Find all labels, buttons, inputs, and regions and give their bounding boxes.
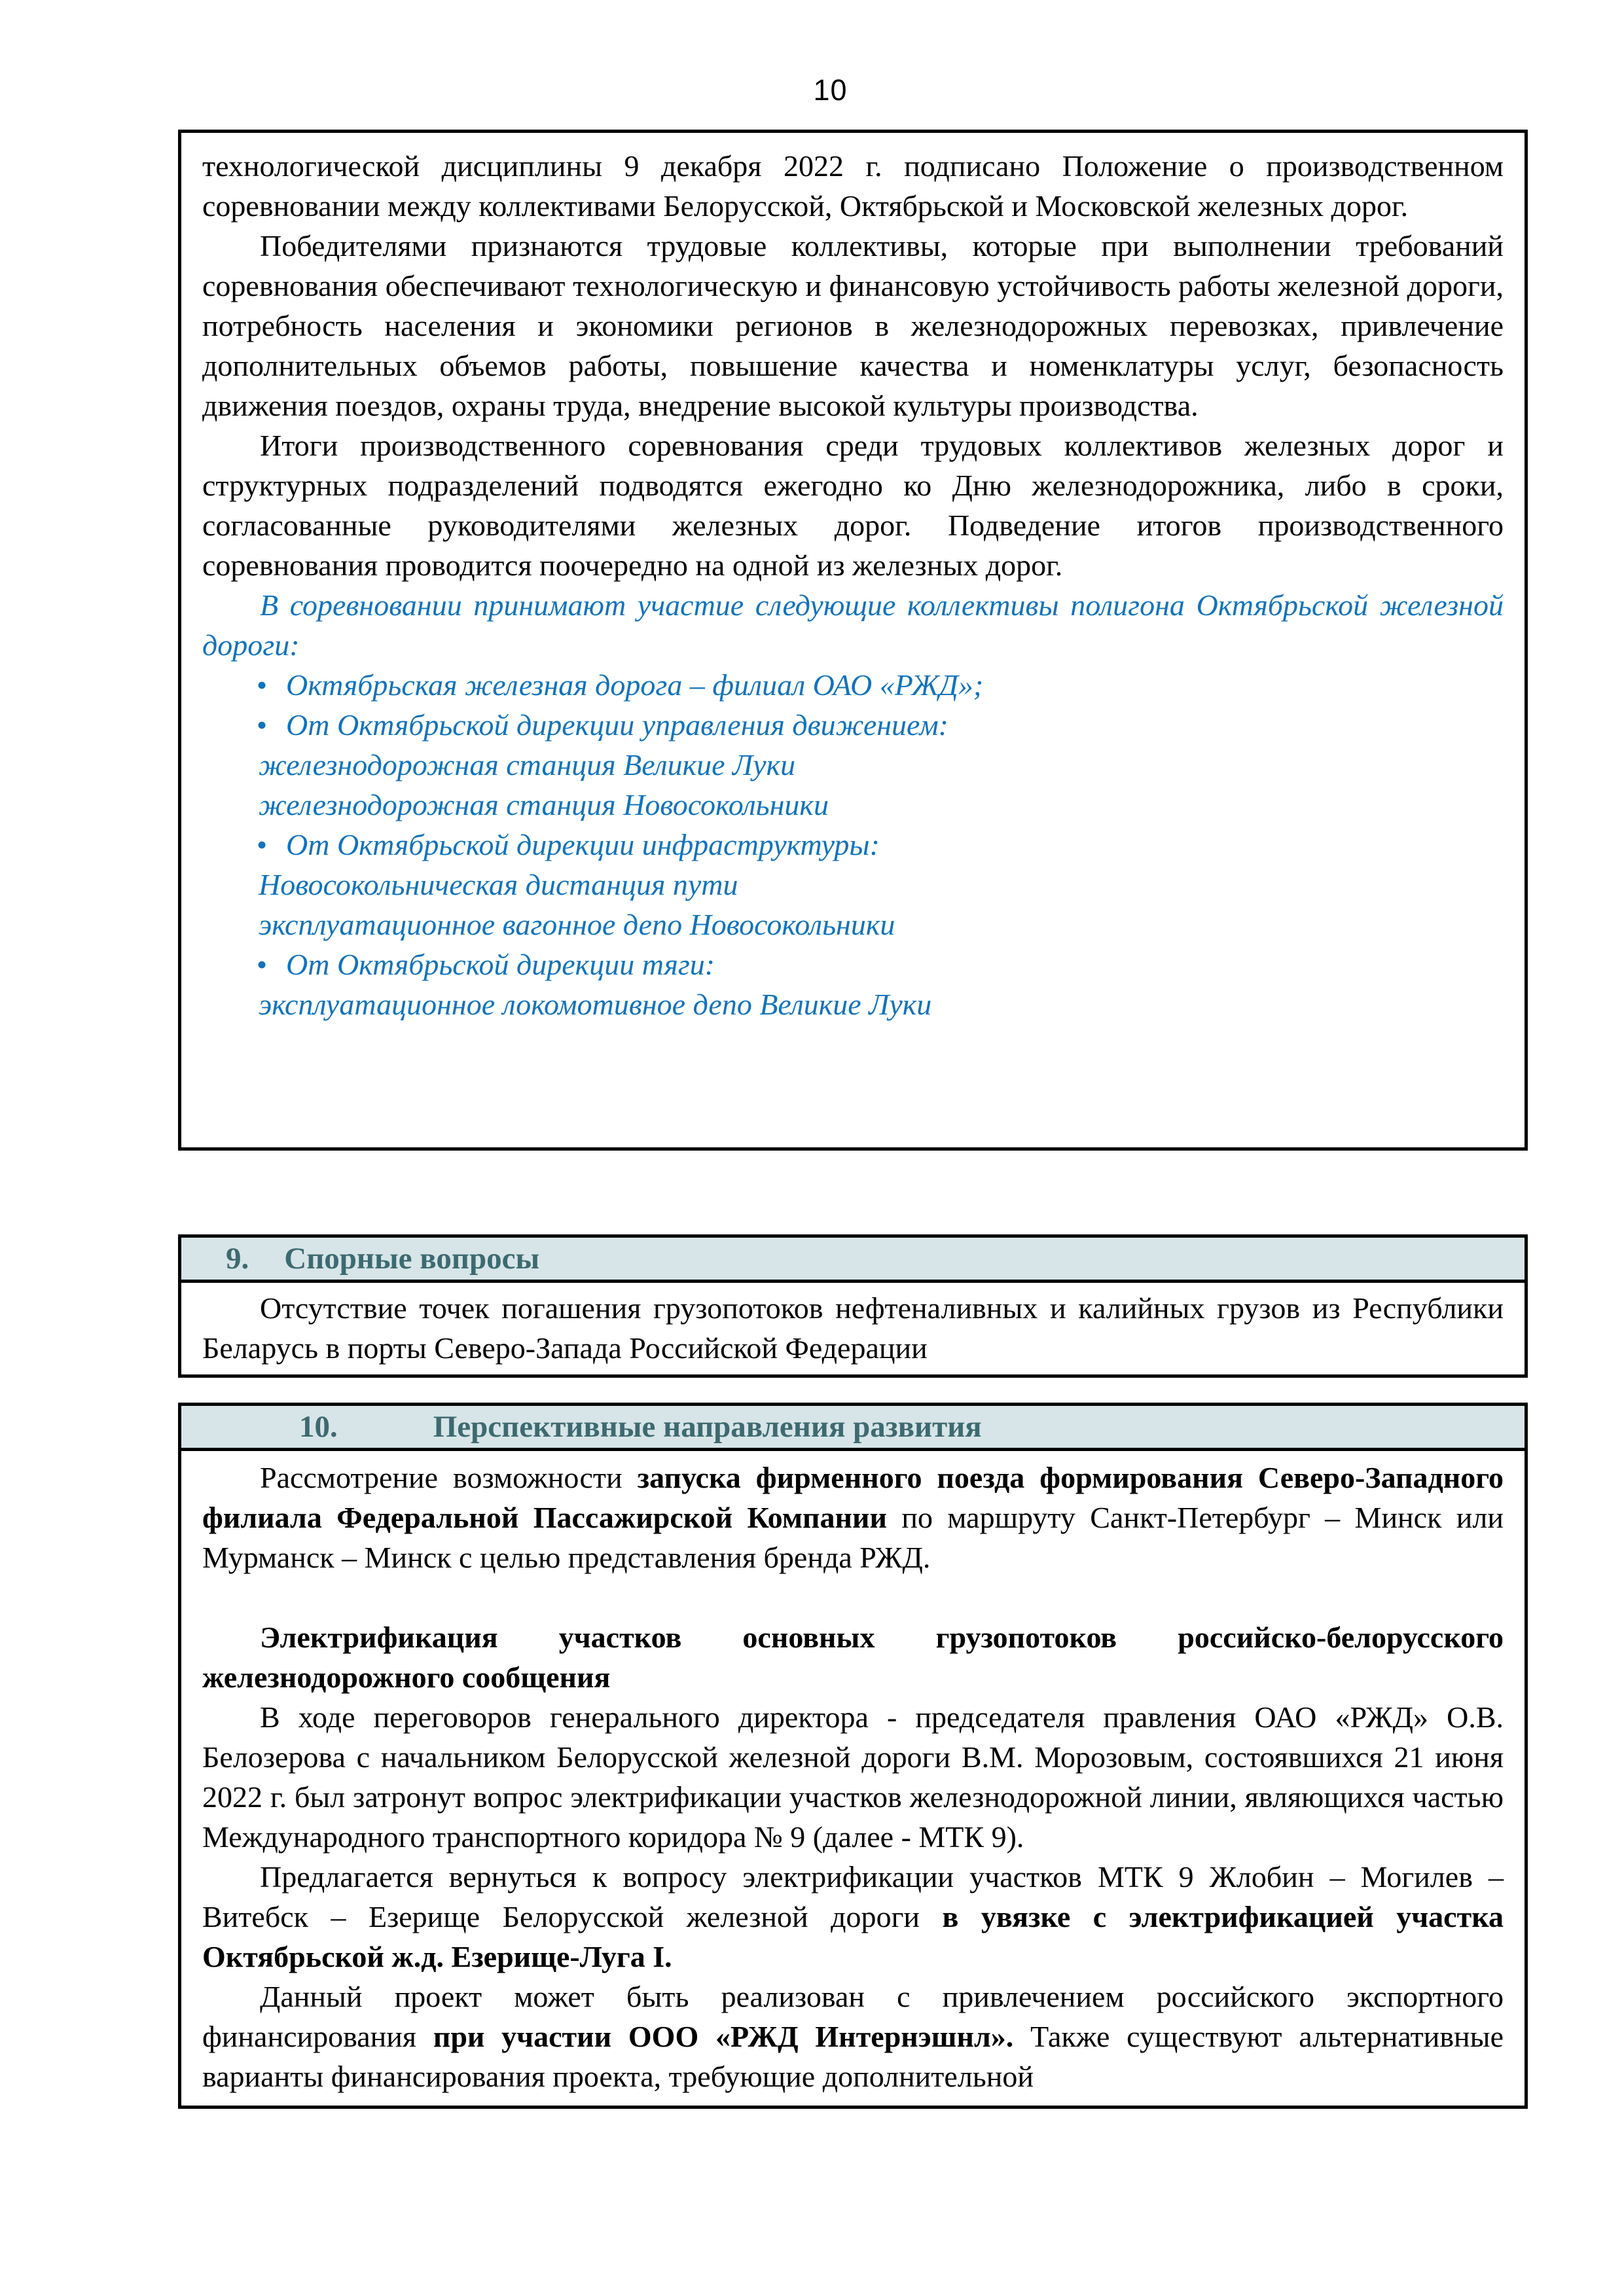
main-text-box [178, 130, 1528, 1151]
section-10-header [181, 1406, 1525, 1451]
text-segment: железнодорожная станция Великие Луки [259, 748, 796, 781]
page-number: 10 [813, 73, 848, 107]
section-9-number: 9. [226, 1242, 249, 1276]
paragraph [202, 865, 1504, 905]
paragraph [202, 944, 1504, 984]
text-segment: Электрификация участков основных грузопотоков российско-белорусского железнодорожного сообщения [202, 1621, 1504, 1694]
paragraph [202, 1977, 1504, 2096]
text-segment: Октябрьская железная дорога – филиал ОАО «РЖД»; [286, 668, 984, 702]
text-segment: От Октябрьской дирекции инфраструктуры: [286, 828, 880, 861]
paragraph [202, 785, 1504, 825]
paragraph [202, 1458, 1504, 1577]
section-9-body [181, 1283, 1525, 1374]
paragraph [202, 665, 1504, 705]
paragraph [202, 1288, 1504, 1368]
text-segment: эксплуатационное вагонное депо Новосокольники [259, 908, 895, 941]
paragraph [202, 146, 1504, 226]
text-segment: Данный проект может быть реализован с привлечением российского экспортного финансирования [202, 1980, 1504, 2053]
paragraph [202, 905, 1504, 944]
blank-line [202, 1577, 1504, 1617]
text-segment: при участии ООО «РЖД Интернэшнл». [433, 2020, 1014, 2053]
text-segment: в увязке с электрификацией участка Октябрьской ж.д. Езерище-Луга I. [202, 1900, 1504, 1973]
section-10-number: 10. [299, 1410, 338, 1444]
section-10-title: Перспективные направления развития [433, 1410, 982, 1444]
text-segment: эксплуатационное локомотивное депо Великие Луки [259, 988, 932, 1021]
paragraph [202, 745, 1504, 785]
section-10-box [178, 1403, 1528, 2109]
text-segment: Новосокольническая дистанция пути [259, 868, 738, 901]
text-segment: Итоги производственного соревнования среди трудовых коллективов железных дорог и структурных подразделений подводятся ежегодно ко Дню железнодорожника, либо в сроки, согласованные руководителями железных дорог. Подведение итогов производственного соревнования проводится поочередно на одной из железных дорог. [202, 429, 1504, 582]
main-text-content [202, 146, 1504, 1024]
paragraph [202, 1697, 1504, 1857]
text-segment: Победителями признаются трудовые коллективы, которые при выполнении требований соревнования обеспечивают технологическую и финансовую устойчивость работы железной дороги, потребность населения и экономики регионов в железнодорожных перевозках, привлечение дополнительных объемов работы, повышение качества и номенклатуры услуг, безопасность движения поездов, охраны труда, внедрение высокой культуры производства. [202, 229, 1504, 422]
paragraph [202, 1857, 1504, 1977]
paragraph [202, 705, 1504, 745]
text-segment: В соревновании принимают участие следующие коллективы полигона Октябрьской железной дороги: [202, 588, 1504, 662]
text-segment: Предлагается вернуться к вопросу электрификации участков МТК 9 Жлобин – Могилев – Витебск – Езерище Белорусской железной дороги [202, 1860, 1504, 1933]
paragraph [202, 1617, 1504, 1697]
paragraph [202, 425, 1504, 585]
paragraph [202, 825, 1504, 865]
text-segment: запуска фирменного поезда формирования Северо-Западного филиала Федеральной Пассажирской Компании [202, 1461, 1504, 1534]
text-segment: по маршруту Санкт-Петербург – Минск или Мурманск – Минск с целью представления бренда РЖД. [202, 1501, 1504, 1574]
text-segment: В ходе переговоров генерального директора - председателя правления ОАО «РЖД» О.В. Белозерова с начальником Белорусской железной дороги В.М. Морозовым, состоявшихся 21 июня 2022 г. был затронут вопрос электрификации участков железнодорожной линии, являющихся частью Международного транспортного коридора № 9 (далее - МТК 9). [202, 1700, 1504, 1854]
bullet-icon: • [257, 668, 268, 702]
text-segment: Отсутствие точек погашения грузопотоков нефтеналивных и калийных грузов из Республики Беларусь в порты Северо-Запада Российской Федерации [202, 1291, 1504, 1365]
section-10-body [181, 1451, 1525, 2106]
section-9-box [178, 1234, 1528, 1378]
text-segment: От Октябрьской дирекции управления движением: [286, 708, 948, 742]
text-segment: железнодорожная станция Новосокольники [259, 788, 829, 821]
bullet-icon: • [257, 708, 268, 742]
text-segment: технологической дисциплины 9 декабря 2022 г. подписано Положение о производственном соревновании между коллективами Белорусской, Октябрьской и Московской железных дорог. [202, 149, 1504, 223]
section-9-title: Спорные вопросы [284, 1242, 540, 1276]
paragraph [202, 585, 1504, 665]
bullet-icon: • [257, 948, 268, 981]
text-segment: От Октябрьской дирекции тяги: [286, 948, 715, 981]
text-segment: Также существуют альтернативные варианты финансирования проекта, требующие дополнительной [202, 2020, 1504, 2093]
section-9-header [181, 1238, 1525, 1283]
text-segment: Рассмотрение возможности [260, 1461, 638, 1494]
paragraph [202, 984, 1504, 1024]
paragraph [202, 226, 1504, 425]
bullet-icon: • [257, 828, 268, 861]
